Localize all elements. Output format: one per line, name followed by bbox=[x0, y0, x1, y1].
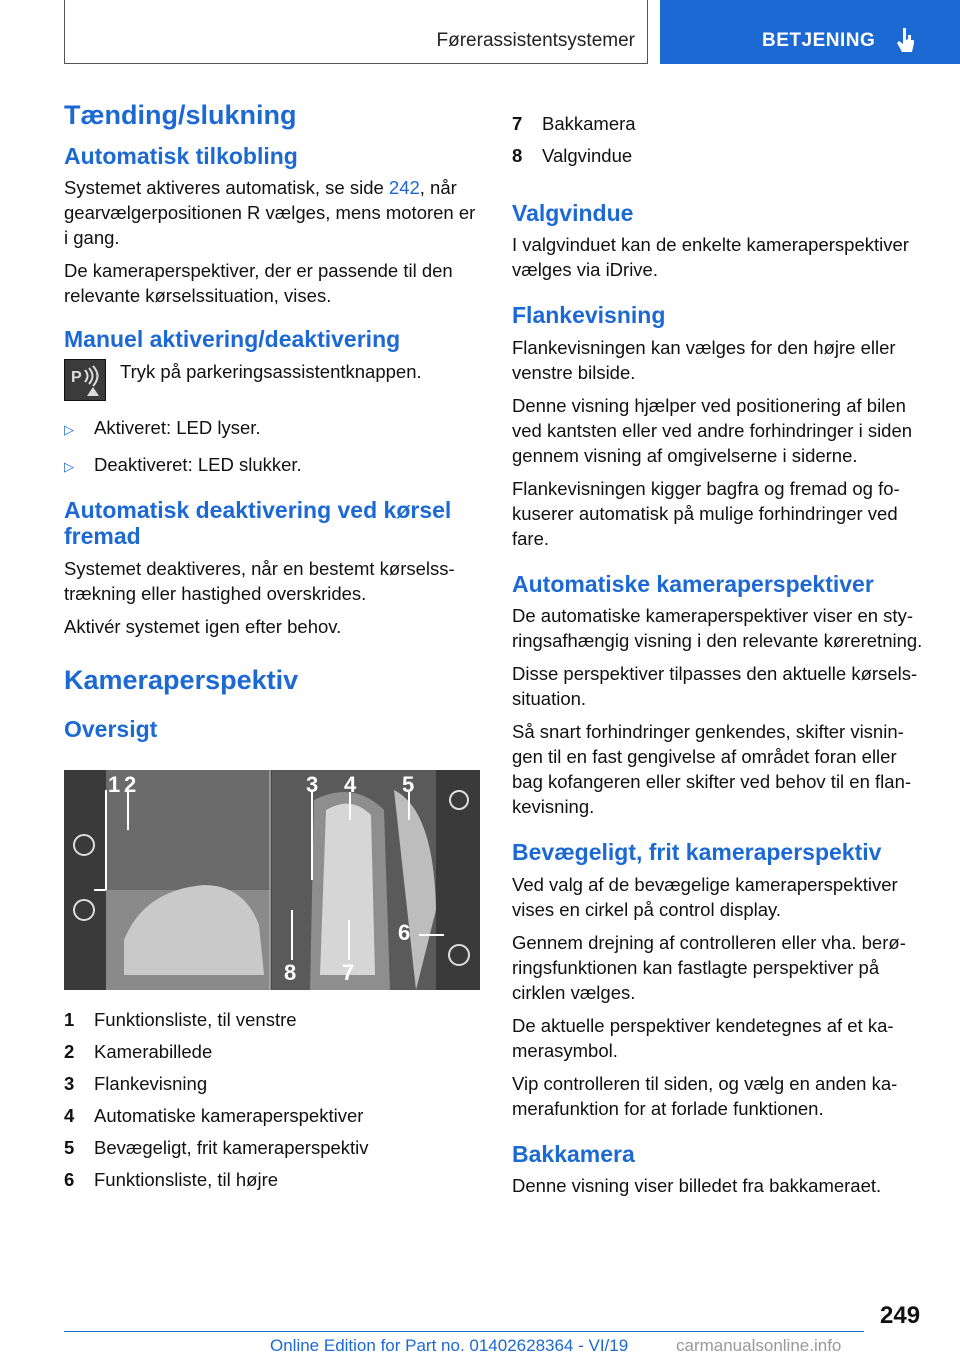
heading-kameraperspektiv: Kameraperspektiv bbox=[64, 664, 299, 695]
paragraph-frit-1: Ved valg af de bevægelige kameraperspektiver vises en cirkel på control display. bbox=[512, 873, 898, 920]
heading-oversigt: Oversigt bbox=[64, 715, 158, 742]
legend-list-right bbox=[512, 108, 928, 172]
figure-label: 4 bbox=[344, 772, 357, 798]
page-link-242[interactable]: 242 bbox=[388, 177, 420, 199]
paragraph-valgvindue: I valgvinduet kan de enkelte kameraperspektiver vælges via iDrive. bbox=[512, 234, 909, 281]
legend-list-left bbox=[64, 1004, 480, 1196]
figure-label: 6 bbox=[398, 920, 411, 946]
legend-number: 3 bbox=[64, 1073, 75, 1095]
paragraph-deact-1: Systemet deaktiveres, når en bestemt kørselsstrækning eller hastighed overskrides. bbox=[64, 557, 455, 604]
legend-number: 6 bbox=[64, 1169, 75, 1191]
legend-number: 5 bbox=[64, 1137, 75, 1159]
paragraph-auto-1 bbox=[64, 175, 480, 250]
legend-text: Kamerabillede bbox=[94, 1041, 213, 1063]
text-part: , når gearvælgerpositionen R vælges, mens motoren er i gang. bbox=[64, 177, 476, 249]
paragraph-flank-3: Flankevisningen kigger bagfra og fremad og fokuserer automatisk på mulige forhindringer ved fare. bbox=[512, 477, 900, 549]
legend-number: 7 bbox=[512, 113, 523, 134]
paragraph-autoper-3: Så snart forhindringer genkendes, skifter visningen til en fast gengivelse af området foran eller bag kofangeren eller skifter ved behov til en flankevisning. bbox=[512, 721, 912, 818]
bullet-item bbox=[64, 452, 480, 479]
legend-item bbox=[512, 108, 928, 140]
legend-item bbox=[64, 1100, 480, 1132]
header-chapter-box bbox=[660, 0, 960, 64]
footer-divider bbox=[64, 1331, 864, 1332]
legend-number: 4 bbox=[64, 1105, 75, 1127]
paragraph-flank-1: Flankevisningen kan vælges for den højre eller venstre bilside. bbox=[512, 336, 896, 383]
footer-watermark: carmanualsonline.info bbox=[676, 1336, 842, 1355]
legend-text: Valgvindue bbox=[542, 145, 633, 166]
right-column bbox=[512, 108, 928, 1206]
legend-number: 1 bbox=[64, 1009, 75, 1031]
paragraph-frit-4: Vip controlleren til siden, og vælg en anden kamerafunktion for at forlade funktionen. bbox=[512, 1072, 898, 1119]
legend-text: Funktionsliste, til venstre bbox=[94, 1009, 297, 1031]
legend-number: 8 bbox=[512, 145, 523, 166]
legend-item bbox=[512, 140, 928, 172]
footer-edition: Online Edition for Part no. 01402628364 - VI/19 bbox=[270, 1336, 629, 1355]
manual-button-row bbox=[64, 359, 480, 401]
header-chapter-title: BETJENING bbox=[762, 30, 876, 51]
paragraph-autoper-2: Disse perspektiver tilpasses den aktuelle kørselssituation. bbox=[512, 663, 918, 710]
text-part: Systemet aktiveres automatisk, se side bbox=[64, 177, 389, 199]
legend-item bbox=[64, 1004, 480, 1036]
heading-valgvindue: Valgvindue bbox=[512, 200, 634, 226]
paragraph-deact-2: Aktivér systemet igen efter behov. bbox=[64, 615, 342, 637]
page-number: 249 bbox=[880, 1302, 921, 1329]
bullet-item bbox=[64, 415, 480, 442]
legend-number: 2 bbox=[64, 1041, 75, 1063]
camera-overview-figure bbox=[64, 770, 480, 990]
paragraph-frit-3: De aktuelle perspektiver kendetegnes af et kamerasymbol. bbox=[512, 1014, 894, 1061]
heading-bakkamera: Bakkamera bbox=[512, 1140, 635, 1167]
legend-text: Funktionsliste, til højre bbox=[94, 1169, 279, 1191]
legend-item bbox=[64, 1132, 480, 1164]
camera-figure-graphic bbox=[64, 770, 480, 990]
legend-item bbox=[64, 1068, 480, 1100]
manual-text: Tryk på parkeringsassistentknappen. bbox=[120, 360, 422, 382]
figure-label: 5 bbox=[402, 772, 415, 798]
heading-flankevisning: Flankevisning bbox=[512, 302, 666, 329]
legend-item bbox=[64, 1036, 480, 1068]
triangle-bullet-icon: ▷ bbox=[64, 458, 74, 474]
parking-assistant-button-icon bbox=[64, 359, 106, 401]
legend-item bbox=[64, 1164, 480, 1196]
figure-label: 7 bbox=[342, 960, 355, 986]
heading-deact: Automatisk deaktivering ved kørsel fremad bbox=[64, 496, 452, 550]
svg-text:P: P bbox=[71, 368, 82, 386]
figure-label: 1 bbox=[108, 772, 121, 798]
hand-pointer-icon bbox=[896, 26, 920, 56]
paragraph-autoper-1: De automatiske kameraperspektiver viser en styringsafhængig visning i den relevante køreretning. bbox=[512, 605, 923, 652]
paragraph-flank-2: Denne visning hjælper ved positionering af bilen ved kantsten eller ved andre forhindringer i siden gennem visning af omgivelserne i siderne. bbox=[512, 394, 913, 466]
legend-text: Automatiske kameraperspektiver bbox=[94, 1105, 364, 1127]
heading-auto-perspektiver: Automatiske kameraperspektiver bbox=[512, 570, 874, 597]
heading-auto: Automatisk tilkobling bbox=[64, 143, 298, 169]
triangle-bullet-icon: ▷ bbox=[64, 421, 74, 437]
paragraph-bakkamera: Denne visning viser billedet fra bakkameraet. bbox=[512, 1175, 882, 1197]
figure-label: 3 bbox=[306, 772, 319, 798]
bullet-text: Aktiveret: LED lyser. bbox=[94, 416, 261, 438]
legend-text: Bakkamera bbox=[542, 113, 636, 134]
figure-label: 8 bbox=[284, 960, 297, 986]
paragraph-auto-2: De kameraperspektiver, der er passende til den relevante kørselssituation, vises. bbox=[64, 260, 453, 307]
paragraph-frit-2: Gennem drejning af controlleren eller vha. berøringsfunktionen kan fastlagte perspektiver på cirklen vælges. bbox=[512, 931, 906, 1003]
heading-taending: Tænding/slukning bbox=[64, 100, 297, 130]
legend-text: Bevægeligt, frit kameraperspektiv bbox=[94, 1137, 369, 1159]
bullet-text: Deaktiveret: LED slukker. bbox=[94, 453, 302, 475]
left-column bbox=[64, 100, 480, 1196]
heading-frit-perspektiv: Bevægeligt, frit kameraperspektiv bbox=[512, 839, 882, 866]
header-section-box bbox=[64, 0, 648, 64]
heading-manual: Manuel aktivering/deaktivering bbox=[64, 326, 401, 353]
legend-text: Flankevisning bbox=[94, 1073, 208, 1095]
figure-label: 2 bbox=[124, 772, 137, 798]
header-section-title: Førerassistentsystemer bbox=[436, 30, 635, 51]
